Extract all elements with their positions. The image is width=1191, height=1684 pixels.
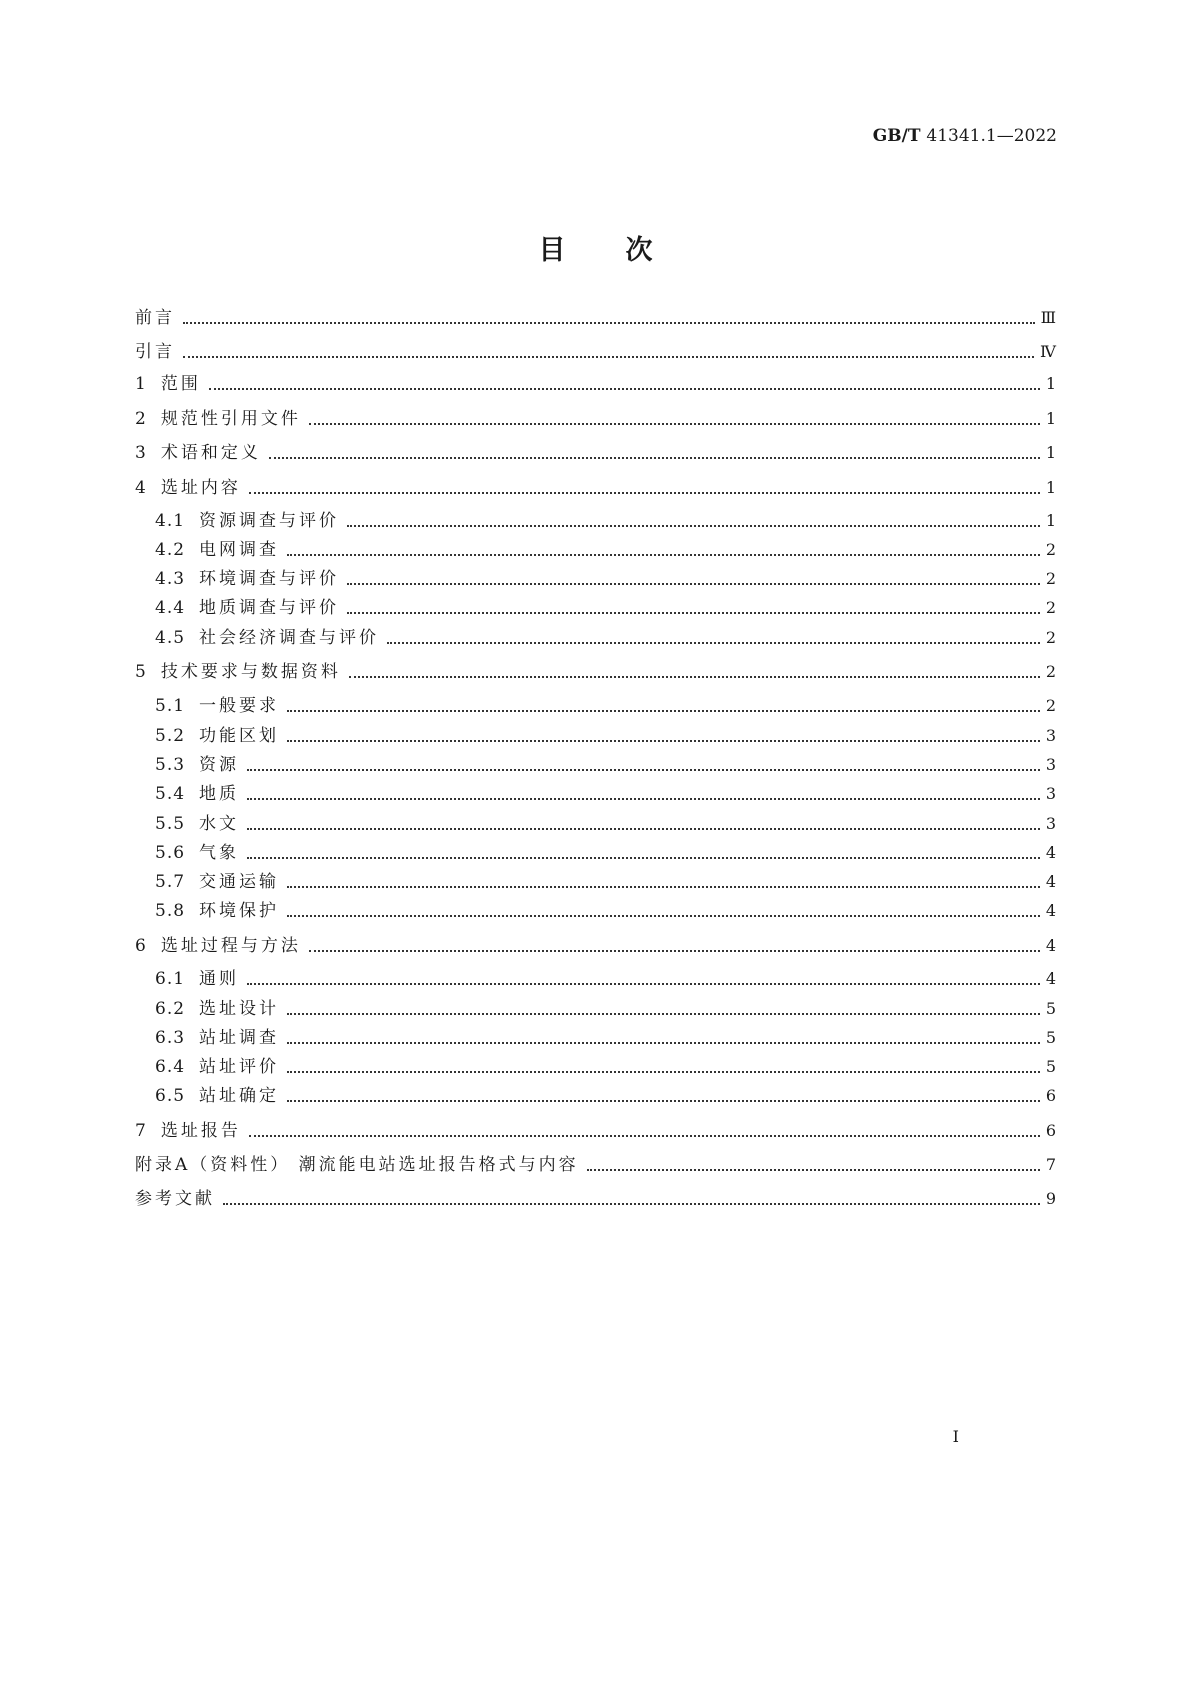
toc-dot-leader [287,1042,1040,1044]
toc-entry-label: 社会经济调查与评价 [199,628,380,648]
toc-dot-leader [349,676,1040,678]
toc-dot-leader [247,828,1040,830]
toc-entry-number: 5.5 [155,814,186,834]
toc-entry-number: 4 [135,478,147,498]
toc-dot-leader [247,798,1040,800]
toc-entry-label: 地质调查与评价 [199,598,340,618]
toc-dot-leader [287,1013,1040,1015]
toc-dot-leader [287,554,1040,556]
toc-entry-page: 2 [1045,569,1056,588]
toc-entry-number: 6 [135,936,147,956]
toc-entry-page: 4 [1045,969,1056,988]
toc-dot-leader [287,710,1040,712]
toc-entry-label: 功能区划 [199,726,280,746]
toc-dot-leader [183,356,1034,358]
toc-entry[interactable] [155,812,1056,836]
toc-entry-number: 6.5 [155,1086,186,1106]
toc-entry-page: 3 [1045,814,1056,833]
toc-entry-label: 地质 [199,784,240,804]
toc-entry-number: 5.4 [155,784,186,804]
toc-entry-label: 选址内容 [160,478,241,498]
toc-dot-leader [347,583,1040,585]
standard-prefix: GB/T [872,126,921,146]
toc-dot-leader [247,769,1040,771]
toc-entry-label: 参考文献 [135,1189,215,1209]
toc-dot-leader [387,642,1040,644]
toc-entry[interactable] [155,997,1056,1021]
toc-dot-leader [247,857,1040,859]
toc-entry-number: 5.1 [155,696,186,716]
toc-entry-number: 6.4 [155,1057,186,1077]
toc-entry-number: 4.5 [155,628,186,648]
toc-entry-label: 资源 [199,755,240,775]
toc-entry-number: 5.6 [155,843,186,863]
toc-entry-page: 3 [1045,784,1056,803]
toc-entry[interactable] [155,899,1056,923]
toc-entry-label: 规范性引用文件 [160,409,301,429]
toc-entry-number: 5.7 [155,872,186,892]
toc-entry-label: 术语和定义 [160,443,261,463]
toc-entry-page: 1 [1045,478,1056,497]
toc-entry-label: 选址设计 [199,999,280,1019]
toc-entry[interactable] [155,626,1056,650]
toc-entry[interactable] [155,782,1056,806]
page-title: 目次 [538,235,713,266]
toc-dot-leader [287,1071,1040,1073]
toc-entry-number: 6.2 [155,999,186,1019]
toc-entry-page: 6 [1045,1121,1056,1140]
toc-entry-label: 引言 [135,342,175,362]
toc-entry-page: 4 [1045,936,1056,955]
toc-dot-leader [309,423,1040,425]
toc-entry[interactable] [135,306,1056,330]
toc-entry-number: 1 [135,374,147,394]
toc-entry[interactable] [155,1026,1056,1050]
toc-entry-number: 7 [135,1121,147,1141]
toc-entry-number: 4.4 [155,598,186,618]
toc-dot-leader [249,1135,1040,1137]
toc-entry[interactable] [135,340,1056,364]
toc-entry-label: 通则 [199,969,240,989]
toc-entry[interactable] [155,967,1056,991]
toc-entry-page: 2 [1045,662,1056,681]
toc-entry-page: 4 [1045,843,1056,862]
toc-entry[interactable] [135,934,1056,958]
toc-entry[interactable] [155,567,1056,591]
toc-entry[interactable] [135,407,1056,431]
toc-entry-number: 6.3 [155,1028,186,1048]
toc-entry[interactable] [155,509,1056,533]
toc-entry-page: 1 [1045,374,1056,393]
toc-entry-label: 附录A（资料性） 潮流能电站选址报告格式与内容 [135,1155,579,1175]
toc-entry-page: 2 [1045,540,1056,559]
toc-entry[interactable] [155,1084,1056,1108]
standard-number: 41341.1—2022 [926,126,1057,146]
toc-entry-label: 气象 [199,843,240,863]
toc-dot-leader [287,915,1040,917]
toc-entry-label: 一般要求 [199,696,280,716]
toc-entry-number: 2 [135,409,147,429]
toc-entry-label: 技术要求与数据资料 [160,662,341,682]
toc-entry-number: 5.3 [155,755,186,775]
toc-entry[interactable] [135,476,1056,500]
toc-entry-page: 5 [1045,999,1056,1018]
toc-entry-label: 站址评价 [199,1057,280,1077]
toc-dot-leader [183,322,1035,324]
toc-entry[interactable] [155,753,1056,777]
toc-dot-leader [249,492,1040,494]
toc-entry-label: 站址调查 [199,1028,280,1048]
toc-entry[interactable] [155,596,1056,620]
toc-dot-leader [287,1100,1040,1102]
toc-entry-page: 5 [1045,1028,1056,1047]
toc-entry-page: 2 [1045,696,1056,715]
toc-dot-leader [347,525,1040,527]
toc-dot-leader [209,388,1040,390]
toc-entry[interactable] [155,538,1056,562]
toc-entry-page: 7 [1045,1155,1056,1174]
toc-dot-leader [587,1169,1040,1171]
toc-entry[interactable] [155,694,1056,718]
toc-entry-number: 3 [135,443,147,463]
toc-dot-leader [347,612,1040,614]
toc-entry-label: 前言 [135,308,175,328]
toc-entry-label: 资源调查与评价 [199,511,340,531]
toc-entry[interactable] [135,441,1056,465]
toc-entry-label: 选址报告 [160,1121,241,1141]
toc-entry-page: 3 [1045,726,1056,745]
toc-entry-number: 4.3 [155,569,186,589]
toc-entry-label: 站址确定 [199,1086,280,1106]
toc-entry-number: 6.1 [155,969,186,989]
toc-entry-label: 范围 [160,374,201,394]
toc-entry-number: 5.8 [155,901,186,921]
toc-dot-leader [223,1203,1040,1205]
page-number: I [952,1427,959,1446]
toc-entry-number: 4.1 [155,511,186,531]
toc-entry-label: 水文 [199,814,240,834]
toc-entry-number: 4.2 [155,540,186,560]
toc-entry[interactable] [155,1055,1056,1079]
toc-dot-leader [269,457,1040,459]
toc-entry-label: 交通运输 [199,872,280,892]
toc-entry-label: 电网调查 [199,540,280,560]
toc-entry-page: Ⅳ [1040,342,1056,361]
toc-entry-page: Ⅲ [1040,308,1056,327]
toc-entry[interactable] [155,870,1056,894]
toc-entry-page: 9 [1045,1189,1056,1208]
toc-entry-page: 5 [1045,1057,1056,1076]
toc-entry[interactable] [135,1153,1056,1177]
toc-entry-page: 1 [1045,511,1056,530]
toc-entry-page: 1 [1045,443,1056,462]
toc-entry-page: 4 [1045,872,1056,891]
toc-entry[interactable] [135,660,1056,684]
toc-dot-leader [247,983,1040,985]
toc-entry-page: 4 [1045,901,1056,920]
toc-entry-number: 5 [135,662,147,682]
toc-entry-number: 5.2 [155,726,186,746]
toc-entry[interactable] [135,1119,1056,1143]
toc-dot-leader [287,740,1040,742]
toc-entry[interactable] [155,724,1056,748]
toc-dot-leader [287,886,1040,888]
toc-entry-label: 环境调查与评价 [199,569,340,589]
toc-entry-page: 2 [1045,628,1056,647]
toc-entry-page: 6 [1045,1086,1056,1105]
toc-entry-page: 1 [1045,409,1056,428]
toc-entry-label: 环境保护 [199,901,280,921]
toc-entry-label: 选址过程与方法 [160,936,301,956]
toc-entry-page: 2 [1045,598,1056,617]
toc-dot-leader [309,950,1040,952]
toc-entry[interactable] [135,372,1056,396]
toc-entry[interactable] [155,841,1056,865]
toc-entry[interactable] [135,1187,1056,1211]
toc-entry-page: 3 [1045,755,1056,774]
